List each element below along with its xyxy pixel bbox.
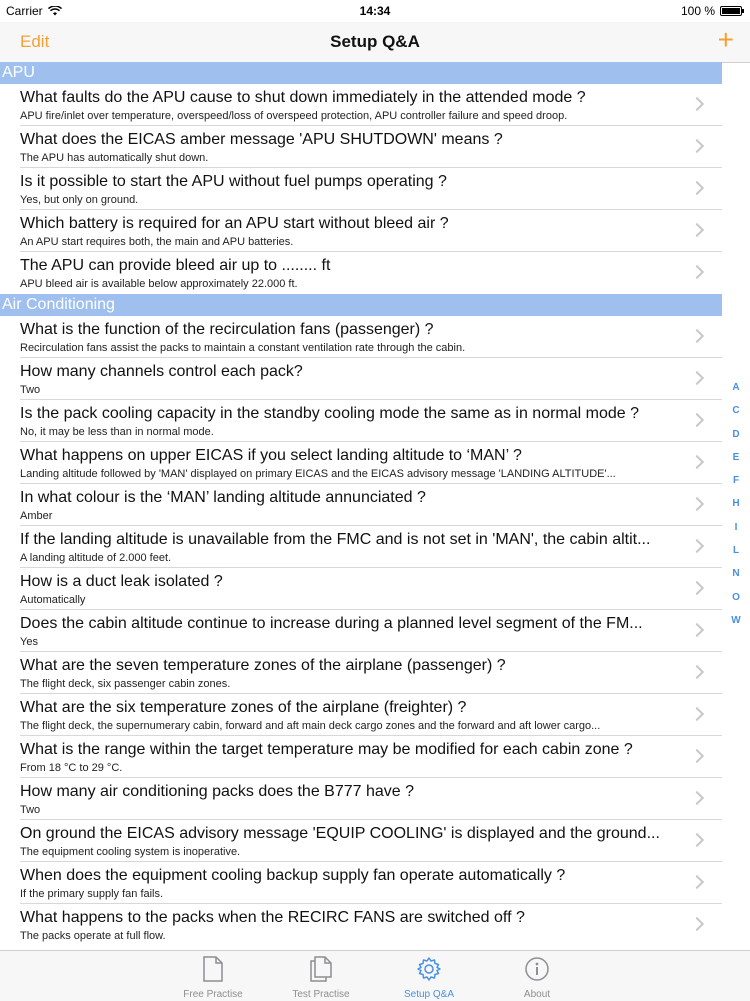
question-row[interactable] (20, 778, 722, 820)
carrier-label: Carrier (6, 4, 43, 18)
question-title: How many air conditioning packs does the B777 have ? (20, 783, 415, 800)
question-row[interactable] (20, 126, 722, 168)
chevron-right-icon (690, 707, 704, 721)
tab-bar (0, 950, 750, 1001)
status-right (681, 4, 742, 18)
chevron-right-icon (690, 181, 704, 195)
answer-subtitle: Yes, but only on ground. (20, 194, 139, 206)
answer-subtitle: Yes (20, 636, 38, 648)
answer-subtitle: APU bleed air is available below approximately 22.000 ft. (20, 278, 298, 290)
chevron-right-icon (690, 329, 704, 343)
question-title: In what colour is the ‘MAN’ landing altitude annunciated ? (20, 489, 426, 506)
chevron-right-icon (690, 917, 704, 931)
status-time: 14:34 (359, 4, 391, 18)
answer-subtitle: Automatically (20, 594, 86, 606)
chevron-right-icon (690, 539, 704, 553)
index-letter[interactable]: A (732, 382, 740, 393)
section-header: APU (0, 62, 722, 84)
question-title: How many channels control each pack? (20, 363, 303, 380)
chevron-right-icon (690, 581, 704, 595)
index-letter[interactable]: N (732, 568, 740, 580)
tab-label: About (523, 989, 551, 1000)
question-row[interactable] (20, 526, 722, 568)
answer-subtitle: Landing altitude followed by 'MAN' displayed on primary EICAS and the EICAS advisory message 'LANDING ALTITUDE'... (20, 468, 616, 480)
question-title: When does the equipment cooling backup supply fan operate automatically ? (20, 867, 566, 884)
question-row[interactable] (20, 400, 722, 442)
answer-subtitle: A landing altitude of 2.000 feet. (20, 552, 172, 564)
question-row[interactable] (20, 568, 722, 610)
section-header: Air Conditioning (0, 294, 722, 316)
question-title: Is the pack cooling capacity in the standby cooling mode the same as in normal mode ? (20, 405, 640, 422)
chevron-right-icon (690, 623, 704, 637)
add-button[interactable]: + (717, 24, 734, 55)
info-icon (482, 956, 592, 987)
question-title: What is the function of the recirculation fans (passenger) ? (20, 321, 434, 338)
tab-label: Free Practise (183, 989, 243, 1000)
question-row[interactable] (20, 252, 722, 294)
question-title: Does the cabin altitude continue to increase during a planned level segment of the FM... (20, 615, 643, 632)
question-row[interactable] (20, 442, 722, 484)
document-icon (158, 956, 268, 987)
chevron-right-icon (690, 833, 704, 847)
battery-icon (720, 6, 742, 16)
question-row[interactable] (20, 736, 722, 778)
question-row[interactable] (20, 610, 722, 652)
answer-subtitle: If the primary supply fan fails. (20, 888, 164, 900)
chevron-right-icon (690, 413, 704, 427)
tab-test-practise[interactable] (266, 951, 376, 1001)
question-title: Is it possible to start the APU without fuel pumps operating ? (20, 173, 447, 190)
question-row[interactable] (20, 862, 722, 904)
question-title: How is a duct leak isolated ? (20, 573, 223, 590)
question-title: What faults do the APU cause to shut down immediately in the attended mode ? (20, 89, 586, 106)
chevron-right-icon (690, 265, 704, 279)
question-row[interactable] (20, 84, 722, 126)
battery-percent: 100 % (680, 4, 715, 18)
question-row[interactable] (20, 358, 722, 400)
question-title: What does the EICAS amber message 'APU SHUTDOWN' means ? (20, 131, 503, 148)
index-letter[interactable]: D (732, 428, 740, 440)
chevron-right-icon (690, 139, 704, 153)
tab-about[interactable] (482, 951, 592, 1001)
answer-subtitle: The equipment cooling system is inoperative. (20, 846, 241, 858)
status-bar (0, 0, 750, 22)
question-row[interactable] (20, 210, 722, 252)
page-title: Setup Q&A (330, 32, 420, 51)
answer-subtitle: Amber (20, 510, 53, 522)
question-row[interactable] (20, 316, 722, 358)
answer-subtitle: Recirculation fans assist the packs to maintain a constant ventilation rate through the cabin. (20, 342, 466, 354)
question-row[interactable] (20, 168, 722, 210)
question-row[interactable] (20, 484, 722, 526)
index-letter[interactable]: F (732, 475, 740, 487)
question-list[interactable] (0, 62, 722, 950)
edit-button[interactable]: Edit (20, 32, 50, 51)
question-title: What are the seven temperature zones of the airplane (passenger) ? (20, 657, 506, 674)
question-title: If the landing altitude is unavailable from the FMC and is not set in 'MAN', the cabin altit... (20, 531, 651, 548)
question-row[interactable] (20, 694, 722, 736)
tab-label: Test Practise (292, 989, 350, 1000)
index-letter[interactable]: C (732, 405, 740, 417)
tab-setup-q-a[interactable] (374, 951, 484, 1001)
question-row[interactable] (20, 652, 722, 694)
index-letter[interactable]: I (734, 521, 738, 533)
question-row[interactable] (20, 904, 722, 946)
chevron-right-icon (690, 749, 704, 763)
chevron-right-icon (690, 371, 704, 385)
answer-subtitle: The APU has automatically shut down. (20, 152, 209, 164)
gear-icon (374, 956, 484, 987)
answer-subtitle: Two (20, 804, 41, 816)
index-letter[interactable]: E (732, 451, 740, 463)
answer-subtitle: Two (20, 384, 41, 396)
chevron-right-icon (690, 223, 704, 237)
section-index[interactable] (728, 382, 744, 638)
chevron-right-icon (690, 875, 704, 889)
index-letter[interactable]: W (731, 614, 741, 626)
index-letter[interactable]: L (732, 545, 740, 557)
answer-subtitle: The flight deck, six passenger cabin zones. (20, 678, 231, 690)
question-title: Which battery is required for an APU start without bleed air ? (20, 215, 449, 232)
question-title: What is the range within the target temperature may be modified for each cabin zone ? (20, 741, 633, 758)
chevron-right-icon (690, 665, 704, 679)
navigation-bar (0, 22, 750, 63)
tab-free-practise[interactable] (158, 951, 268, 1001)
question-row[interactable] (20, 820, 722, 862)
chevron-right-icon (690, 97, 704, 111)
index-letter[interactable]: O (732, 591, 740, 603)
question-title: What happens on upper EICAS if you select landing altitude to ‘MAN’ ? (20, 447, 522, 464)
question-title: What are the six temperature zones of the airplane (freighter) ? (20, 699, 467, 716)
question-title: What happens to the packs when the RECIRC FANS are switched off ? (20, 909, 525, 926)
chevron-right-icon (690, 497, 704, 511)
answer-subtitle: No, it may be less than in normal mode. (20, 426, 214, 438)
answer-subtitle: From 18 °C to 29 °C. (20, 762, 123, 774)
question-title: The APU can provide bleed air up to ........ ft (20, 257, 331, 274)
tab-label: Setup Q&A (403, 989, 455, 1000)
chevron-right-icon (690, 791, 704, 805)
answer-subtitle: The packs operate at full flow. (20, 930, 166, 942)
index-letter[interactable]: H (732, 498, 740, 510)
chevron-right-icon (690, 455, 704, 469)
question-title: On ground the EICAS advisory message 'EQUIP COOLING' is displayed and the ground... (20, 825, 660, 842)
answer-subtitle: APU fire/inlet over temperature, overspeed/loss of overspeed protection, APU controller failure and speed droop. (20, 110, 568, 122)
answer-subtitle: The flight deck, the supernumerary cabin, forward and aft main deck cargo zones and the forward and aft lower cargo... (20, 720, 601, 732)
documents-icon (266, 956, 376, 987)
answer-subtitle: An APU start requires both, the main and APU batteries. (20, 236, 294, 248)
